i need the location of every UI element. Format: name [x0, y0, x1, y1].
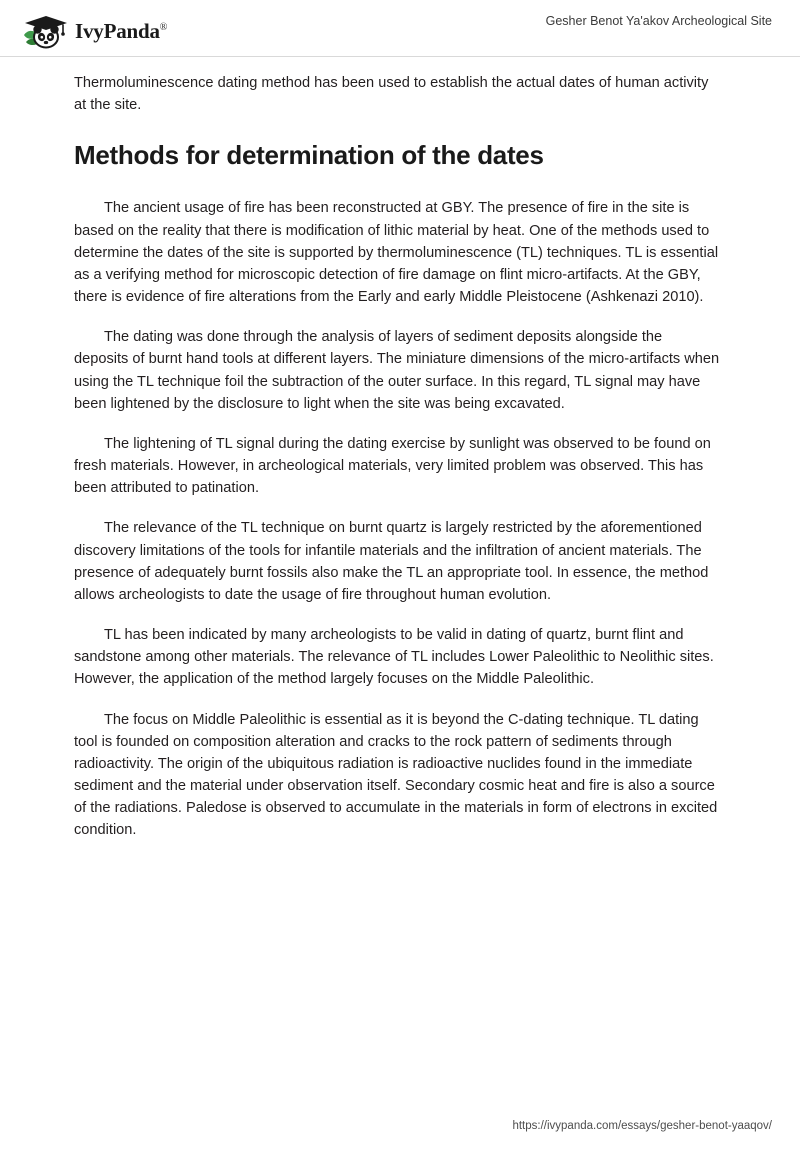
intro-paragraph: Thermoluminescence dating method has been used to establish the actual dates of human activity at the site.: [74, 75, 709, 114]
document-header-title: Gesher Benot Ya'akov Archeological Site: [545, 14, 772, 28]
page-header: [0, 0, 800, 56]
body-paragraph: The ancient usage of fire has been reconstructed at GBY. The presence of fire in the site is based on the reality that there is modification of lithic material by heat. One of the methods used to determine the dates of the site is supported by thermoluminescence (TL) techniques. TL is essential as a verifying method for microscopic detection of fire damage on flint micro-artifacts. At the GBY, there is evidence of fire alterations from the Early and early Middle Pleistocene (Ashkenazi 2010).: [74, 200, 719, 306]
body-paragraph: The dating was done through the analysis of layers of sediment deposits alongside the deposits of burnt hand tools at different layers. The miniature dimensions of the micro-artifacts when using the TL technique foil the subtraction of the outer surface. In this regard, TL signal may have been lightened by the disclosure to light when the site was being excavated.: [74, 329, 720, 412]
source-url[interactable]: https://ivypanda.com/essays/gesher-benot-yaaqov/: [512, 1120, 772, 1132]
header-divider: [0, 56, 800, 57]
body-paragraph: The lightening of TL signal during the dating exercise by sunlight was observed to be found on fresh materials. However, in archeological materials, very limited problem was observed. This has been attributed to patination.: [74, 435, 711, 497]
brand-logo-link[interactable]: [22, 12, 167, 50]
body-paragraph: The focus on Middle Paleolithic is essential as it is beyond the C-dating technique. TL dating tool is founded on composition alteration and cracks to the rock pattern of sediments through radioactivity. The origin of the ubiquitous radiation is radioactive nuclides found in the immediate sediment and the material under observation itself. Secondary cosmic heat and fire is also a source of the radiations. Paledose is observed to accumulate in the materials in form of electrons in excited condition.: [74, 711, 718, 839]
body-paragraph: The relevance of the TL technique on burnt quartz is largely restricted by the aforementioned discovery limitations of the tools for infantile materials and the infiltration of ancient materials. The presence of adequately burnt fossils also make the TL an appropriate tool. In essence, the method allows archeologists to date the usage of fire throughout human evolution.: [74, 520, 709, 603]
registered-mark: ®: [159, 21, 168, 33]
brand-name: IvyPanda®: [75, 18, 168, 43]
section-heading: Methods for determination of the dates: [74, 140, 544, 171]
document-body: [74, 72, 720, 860]
graduation-cap-panda-logo-icon: [22, 12, 68, 50]
body-paragraph: TL has been indicated by many archeologists to be valid in dating of quartz, burnt flint and sandstone among other materials. The relevance of TL includes Lower Paleolithic to Neolithic sites. However, the application of the method largely focuses on the Middle Paleolithic.: [74, 627, 714, 688]
